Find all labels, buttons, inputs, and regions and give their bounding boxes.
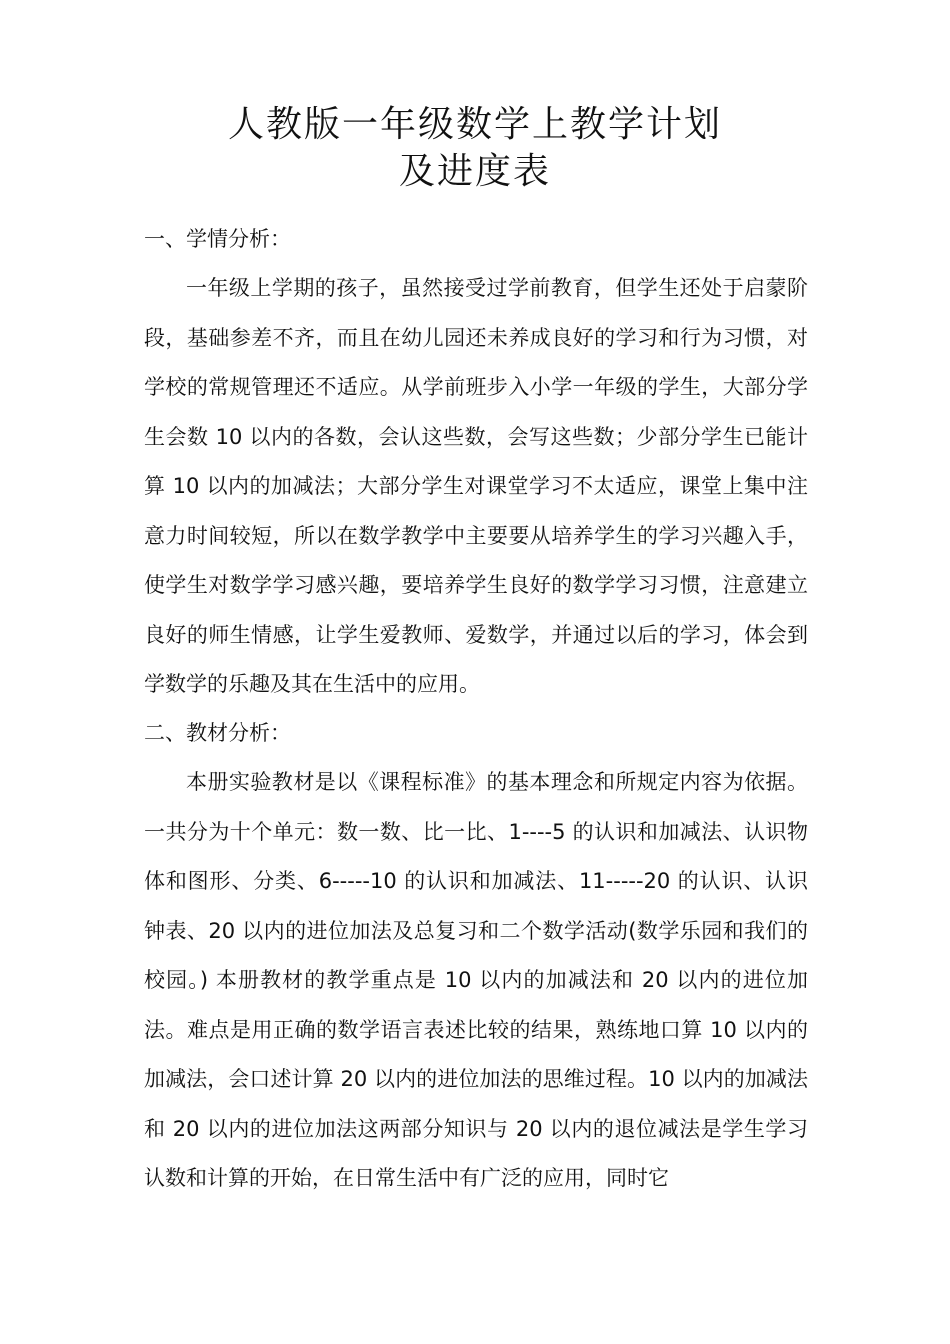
section-heading-student-analysis: 一、学情分析： <box>144 227 291 251</box>
section-heading-textbook-analysis: 二、教材分析： <box>144 721 291 745</box>
section-paragraph-student-analysis: 一年级上学期的孩子，虽然接受过学前教育，但学生还处于启蒙阶段，基础参差不齐，而且在幼儿园还未养成良好的学习和行为习惯，对学校的常规管理还不适应。从学前班步入小学一年级的学生，大部分学生会数 10 以内的各数，会认这些数，会写这些数；少部分学生已能计算 10 以内的加减法；大部分学生对课堂学习不太适应，课堂上集中注意力时间较短，所以在数学教学中主要要从培养学生的学习兴趣入手，使学生对数学学习感兴趣，要培养学生良好的数学学习习惯，注意建立良好的师生情感，让学生爱教师、爱数学，并通过以后的学习，体会到学数学的乐趣及其在生活中的应用。 <box>144 276 808 696</box>
document-title-line1: 人教版一年级数学上教学计划 <box>227 104 722 145</box>
section-paragraph-textbook-analysis: 本册实验教材是以《课程标准》的基本理念和所规定内容为依据。一共分为十个单元：数一数、比一比、1----5 的认识和加减法、认识物体和图形、分类、6-----10 的认识和加减法、11-----20 的认识、认识钟表、20 以内的进位加法及总复习和二个数学活动(数学乐园和我们的校园。) 本册教材的教学重点是 10 以内的加减法和 20 以内的进位加法。难点是用正确的数学语言表述比较的结果，熟练地口算 10 以内的加减法，会口述计算 20 以内的进位加法的思维过程。10 以内的加减法和 20 以内的进位加法这两部分知识与 20 以内的退位减法是学生学习认数和计算的开始，在日常生活中有广泛的应用，同时它 <box>144 770 808 1190</box>
document-title-line2: 及进度表 <box>398 151 551 192</box>
